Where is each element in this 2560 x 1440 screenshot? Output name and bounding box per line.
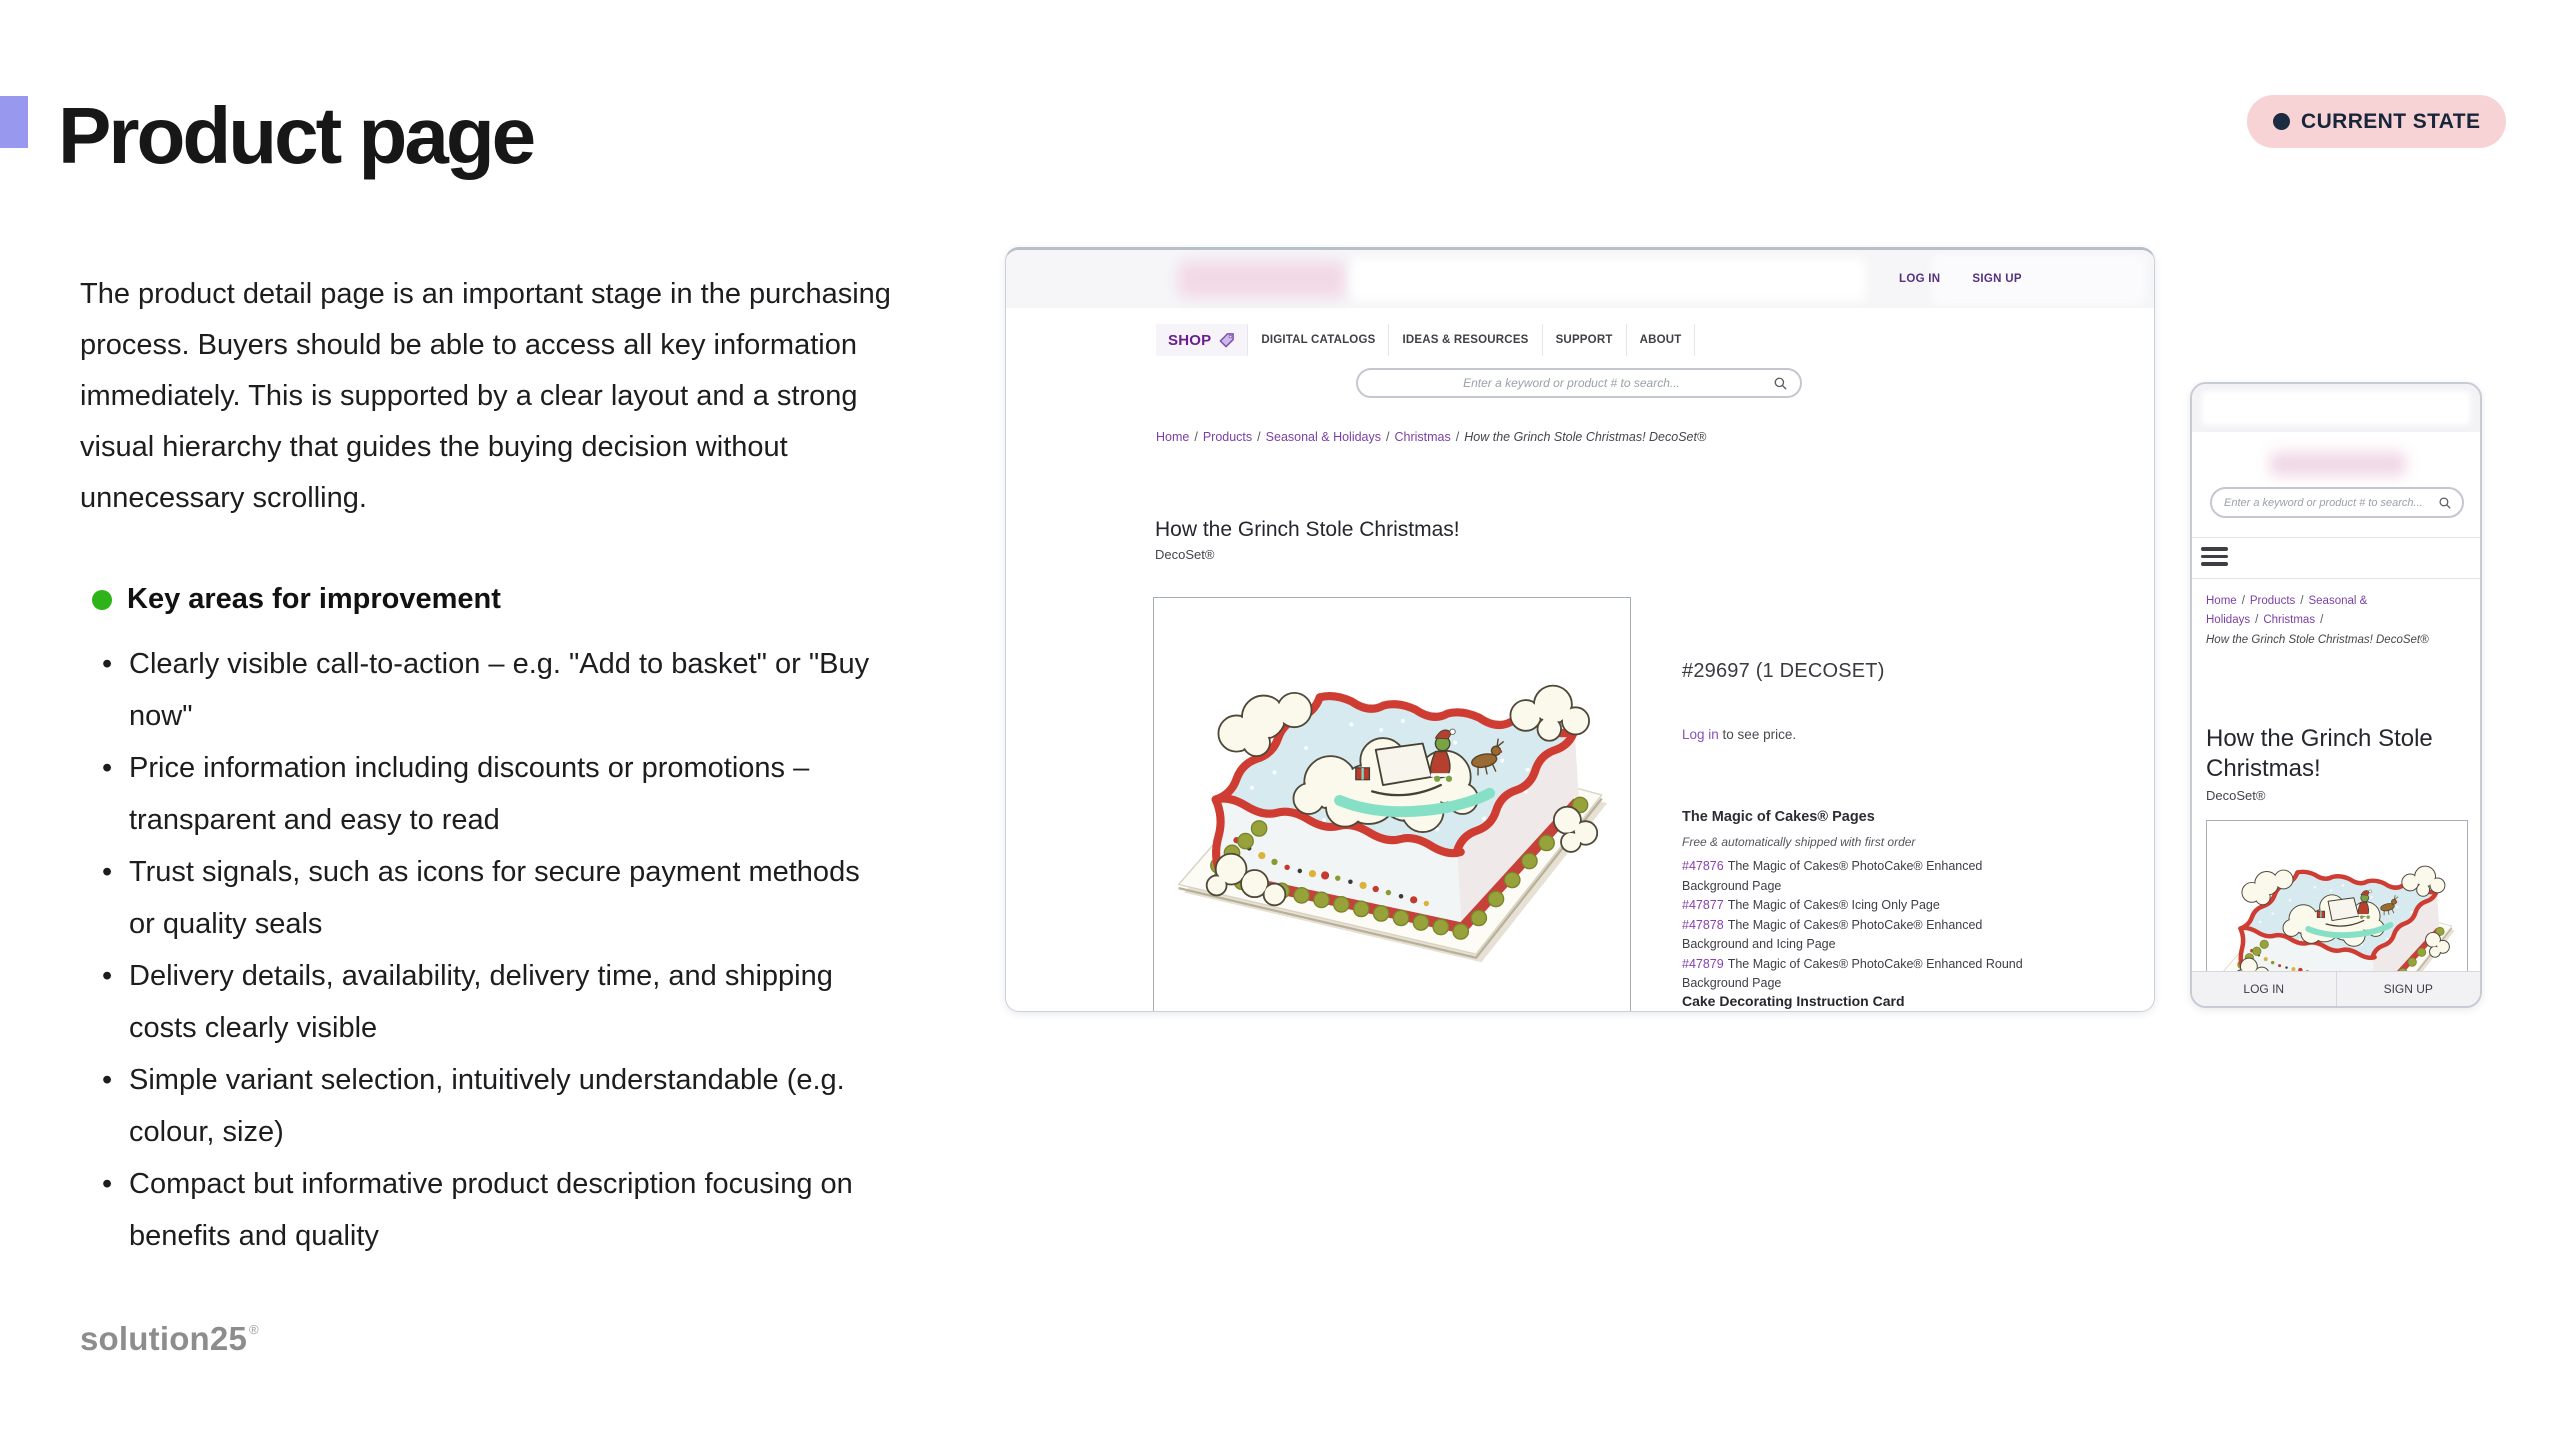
desktop-storefront-mockup <box>1005 247 2155 1012</box>
breadcrumb-seasonal[interactable]: Seasonal & Holidays <box>2206 595 2368 626</box>
breadcrumb-separator: / <box>2255 614 2259 626</box>
list-item: • Price information including discounts or promotions – transparent and easy to read <box>100 742 890 846</box>
breadcrumb-separator: / <box>2320 614 2324 626</box>
shop-label: SHOP <box>1168 331 1212 349</box>
breadcrumb-current: How the Grinch Stole Christmas! DecoSet® <box>1464 430 1707 444</box>
badge-label: CURRENT STATE <box>2301 109 2481 133</box>
page-name: The Magic of Cakes® PhotoCake® Enhanced Round Background Page <box>1682 956 2023 990</box>
list-item: • Delivery details, availability, delivery time, and shipping costs clearly visible <box>100 950 890 1054</box>
product-subtitle: DecoSet® <box>1155 547 1215 562</box>
solution25-logo <box>80 1320 259 1358</box>
mobile-storefront-mockup <box>2190 382 2482 1008</box>
signup-button[interactable]: SIGN UP <box>2383 982 2433 996</box>
site-header <box>1006 250 2154 308</box>
badge-dot-icon <box>2273 113 2290 130</box>
breadcrumb-separator: / <box>1386 430 1390 444</box>
login-button[interactable]: LOG IN <box>2192 972 2337 1006</box>
page-name: The Magic of Cakes® PhotoCake® Enhanced Background and Icing Page <box>1682 917 1983 951</box>
page-number-link[interactable]: #47879 <box>1682 956 1724 971</box>
page-number-link[interactable]: #47878 <box>1682 917 1724 932</box>
page-title: Product page <box>58 90 534 180</box>
list-item: • Simple variant selection, intuitively understandable (e.g. colour, size) <box>100 1054 890 1158</box>
search-box <box>2210 487 2464 518</box>
page-number-link[interactable]: #47877 <box>1682 898 1724 912</box>
nav-item-support[interactable]: SUPPORT <box>1542 324 1626 356</box>
intro-paragraph: The product detail page is an important stage in the purchasing process. Buyers should be able to access all key information immediately. This is supported by a clear layout and a strong visual hierarchy that guides the buying decision without unnecessary scrolling. <box>80 278 891 514</box>
breadcrumb-separator: / <box>2300 595 2304 607</box>
list-item: • Compact but informative product description focusing on benefits and quality <box>100 1158 890 1262</box>
title-accent-square <box>0 96 28 148</box>
search-icon[interactable] <box>2438 496 2452 510</box>
breadcrumb <box>1156 430 1706 444</box>
blurred-header-area <box>2202 391 2470 425</box>
nav-item-ideas-resources[interactable]: IDEAS & RESOURCES <box>1388 324 1541 356</box>
product-sku: #29697 (1 DECOSET) <box>1682 660 1885 682</box>
green-dot-icon <box>92 590 112 610</box>
search-box <box>1356 368 1802 398</box>
pages-list <box>1682 857 2034 994</box>
divider <box>2192 537 2480 538</box>
page-number-link[interactable]: #47876 <box>1682 859 1724 873</box>
breadcrumb-seasonal[interactable]: Seasonal & Holidays <box>1265 430 1382 444</box>
login-to-see-price <box>1682 727 1796 742</box>
list-item: • Clearly visible call-to-action – e.g. "Add to basket" or "Buy now" <box>100 638 890 742</box>
breadcrumb-current: How the Grinch Stole Christmas! DecoSet® <box>2206 634 2429 646</box>
improvement-list <box>100 638 890 1262</box>
product-title: How the Grinch Stole Christmas! <box>2206 725 2433 782</box>
product-subtitle: DecoSet® <box>2206 788 2266 803</box>
blurred-logo <box>2270 452 2406 476</box>
nav-item-digital-catalogs[interactable]: DIGITAL CATALOGS <box>1247 324 1388 356</box>
pages-item <box>1682 857 2034 896</box>
pages-note: Free & automatically shipped with first order <box>1682 835 1916 849</box>
breadcrumb-christmas[interactable]: Christmas <box>1394 430 1451 444</box>
current-state-badge <box>2247 95 2506 148</box>
signup-link[interactable]: SIGN UP <box>1972 273 2022 285</box>
pages-heading: The Magic of Cakes® Pages <box>1682 809 1875 825</box>
breadcrumb-separator: / <box>1257 430 1261 444</box>
page-name: The Magic of Cakes® PhotoCake® Enhanced Background Page <box>1682 859 1983 893</box>
breadcrumb <box>2206 592 2460 650</box>
breadcrumb-christmas[interactable]: Christmas <box>2263 614 2316 626</box>
blurred-header-area <box>1351 258 1866 301</box>
page-name: The Magic of Cakes® Icing Only Page <box>1727 898 1940 912</box>
key-areas-heading: Key areas for improvement <box>127 583 501 615</box>
search-icon[interactable] <box>1773 376 1788 391</box>
pages-item <box>1682 896 2034 916</box>
registered-mark: ® <box>249 1322 259 1337</box>
tag-icon <box>1218 332 1235 349</box>
pages-item <box>1682 916 2034 955</box>
list-item: • Trust signals, such as icons for secure payment methods or quality seals <box>100 846 890 950</box>
breadcrumb-separator: / <box>1194 430 1198 444</box>
divider <box>2192 578 2480 579</box>
search-input[interactable] <box>2222 496 2438 510</box>
breadcrumb-products[interactable]: Products <box>1202 430 1253 444</box>
pages-item <box>1682 955 2034 994</box>
login-price-link[interactable]: Log in <box>1682 727 1719 742</box>
breadcrumb-separator: / <box>1455 430 1460 444</box>
breadcrumb-products[interactable]: Products <box>2249 595 2296 607</box>
nav-item-about[interactable]: ABOUT <box>1626 324 1696 356</box>
mobile-auth-bar <box>2192 971 2480 1006</box>
product-image-cake <box>1166 614 1618 976</box>
blurred-logo <box>1178 261 1346 298</box>
key-areas-heading-row <box>92 583 501 616</box>
product-title: How the Grinch Stole Christmas! <box>1155 518 1460 541</box>
breadcrumb-separator: / <box>2241 595 2245 607</box>
login-price-text: to see price. <box>1718 727 1797 742</box>
logo-text: solution25 <box>80 1320 248 1357</box>
hamburger-menu-icon[interactable] <box>2201 547 2228 570</box>
search-input[interactable] <box>1370 375 1773 391</box>
breadcrumb-home[interactable]: Home <box>2206 595 2237 607</box>
breadcrumb-home[interactable]: Home <box>1156 430 1190 444</box>
main-nav <box>1156 324 1695 356</box>
login-link[interactable]: LOG IN <box>1899 273 1941 285</box>
nav-item-shop[interactable] <box>1156 324 1247 356</box>
mobile-header <box>2192 384 2480 432</box>
instruction-card-heading: Cake Decorating Instruction Card <box>1682 993 1905 1009</box>
product-image-box <box>1153 597 1631 1012</box>
